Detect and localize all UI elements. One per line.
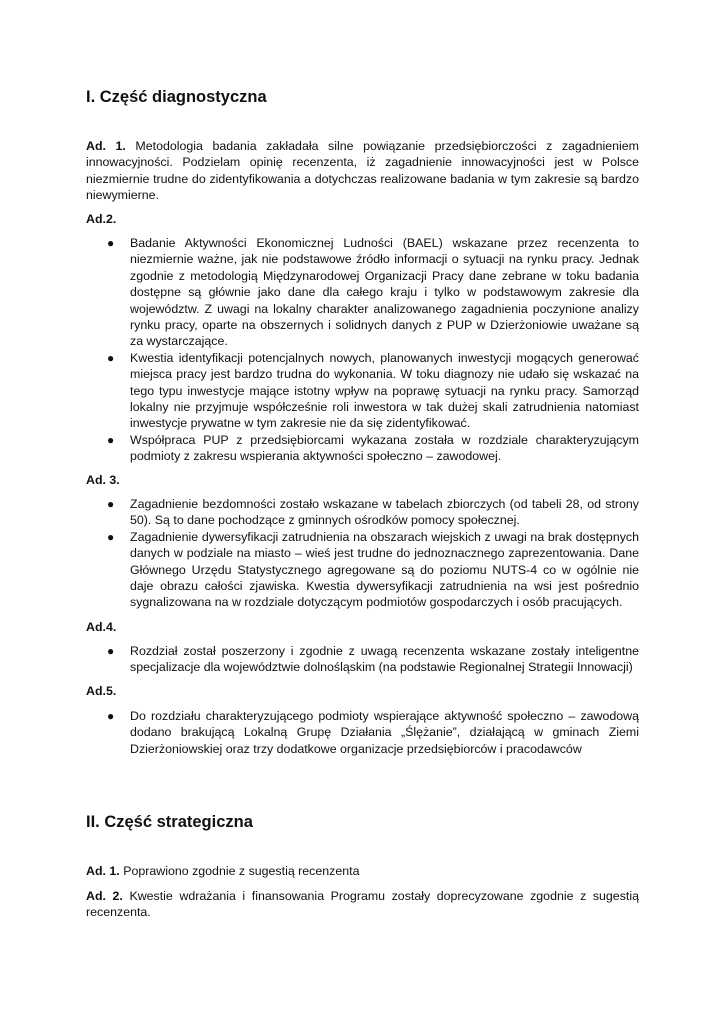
s2-ad2-paragraph xyxy=(86,888,639,921)
s2-ad1-text: Poprawiono zgodnie z sugestią recenzenta xyxy=(123,864,360,878)
ad5-label: Ad.5. xyxy=(86,684,117,698)
s2-ad2-text: Kwestie wdrażania i finansowania Programu zostały doprecyzowane zgodnie z sugestią recenzenta. xyxy=(86,889,639,920)
list-item: ● Kwestia identyfikacji potencjalnych nowych, planowanych inwestycji mogących generować miejsca pracy jest bardzo trudna do wykonania. W toku diagnozy nie udało się wskazać na tego typu inwestycje mające istotny wpływ na poprawę sytuacji na rynku pracy. Samorząd lokalny nie przyjmuje współcześnie roli inwestora w tak dużej skali zatrudnienia natomiast inwestycje prywatne w tym zakresie nie da się zidentyfikować. xyxy=(107,350,639,431)
ad4-list xyxy=(86,643,639,676)
list-item: ● Do rozdziału charakteryzującego podmioty wspierające aktywność społeczno – zawodową dodano brakującą Lokalną Grupę Działania „Ślężanie”, działającą w gminach Ziemi Dzierżoniowskiej oraz trzy dodatkowe organizacje przedsiębiorców i pracodawców xyxy=(107,709,639,756)
bullet-icon: ● xyxy=(107,497,115,511)
ad1-label: Ad. 1. xyxy=(86,139,126,153)
ad1-paragraph xyxy=(86,138,639,204)
bullet-icon: ● xyxy=(107,350,115,365)
list-item: ● Rozdział został poszerzony i zgodnie z uwagą recenzenta wskazane zostały inteligentne specjalizacje dla województwie dolnośląskim (na podstawie Regionalnej Strategii Innowacji) xyxy=(107,644,639,675)
ad2-label: Ad.2. xyxy=(86,212,117,226)
bullet-icon: ● xyxy=(107,432,115,447)
bullet-icon: ● xyxy=(107,644,115,658)
s2-ad2-label: Ad. 2. xyxy=(86,889,123,903)
ad4-label: Ad.4. xyxy=(86,620,117,634)
ad3-label: Ad. 3. xyxy=(86,473,120,487)
bullet-icon: ● xyxy=(107,529,115,544)
ad5-list xyxy=(86,708,639,757)
list-item: ● Współpraca PUP z przedsiębiorcami wykazana została w rozdziale charakteryzującym podmioty z zakresu wspierania aktywności społeczno – zawodowej. xyxy=(107,432,639,464)
section-strategic-heading: II. Część strategiczna xyxy=(86,813,253,831)
list-item: ● Zagadnienie dywersyfikacji zatrudnienia na obszarach wiejskich z uwagi na brak dostępnych danych w podziale na miasto – wieś jest trudne do jednoznacznego zaprezentowania. Dane Głównego Urzędu Statystycznego agregowane są do poziomu NUTS-4 co w ogólnie nie daje obrazu całości zjawiska. Kwestia dywersyfikacji zatrudnienia na wsi jest pośrednio sygnalizowana na w rozdziale dotyczącym podmiotów gospodarczych i osób pracujących. xyxy=(107,529,639,610)
s2-ad1-label: Ad. 1. xyxy=(86,864,120,878)
list-item: ● Zagadnienie bezdomności zostało wskazane w tabelach zbiorczych (od tabeli 28, od strony 50). Są to dane pochodzące z gminnych ośrodków pomocy społecznej. xyxy=(107,497,639,528)
bullet-icon: ● xyxy=(107,236,115,250)
bullet-icon: ● xyxy=(107,709,115,723)
s2-ad1-paragraph xyxy=(86,863,639,879)
ad3-list xyxy=(86,496,639,611)
ad2-list xyxy=(86,235,639,465)
section-diagnostic-heading: I. Część diagnostyczna xyxy=(86,88,267,106)
ad1-text: Metodologia badania zakładała silne powiązanie przedsiębiorczości z zagadnieniem innowacyjności. Podzielam opinię recenzenta, iż zagadnienie innowacyjności jest w Polsce niezmiernie trudne do zidentyfikowania a dotychczas realizowane badania w tym zakresie są bardzo niewymierne. xyxy=(86,139,639,203)
list-item: ● Badanie Aktywności Ekonomicznej Ludności (BAEL) wskazane przez recenzenta to niezmiernie ważne, jak nie podstawowe źródło informacji o sytuacji na rynku pracy. Jednak zgodnie z metodologią Międzynarodowej Organizacji Pracy dane zebrane w toku badania dostępne są głównie jako dane dla całego kraju i tylko w podstawowym zakresie dla województw. Z uwagi na lokalny charakter analizowanego zagadnienia poczynione analizy rynku pracy, oparte na obszernych i solidnych danych z PUP w Dzierżoniowie uważane są za wystarczające. xyxy=(107,236,639,349)
